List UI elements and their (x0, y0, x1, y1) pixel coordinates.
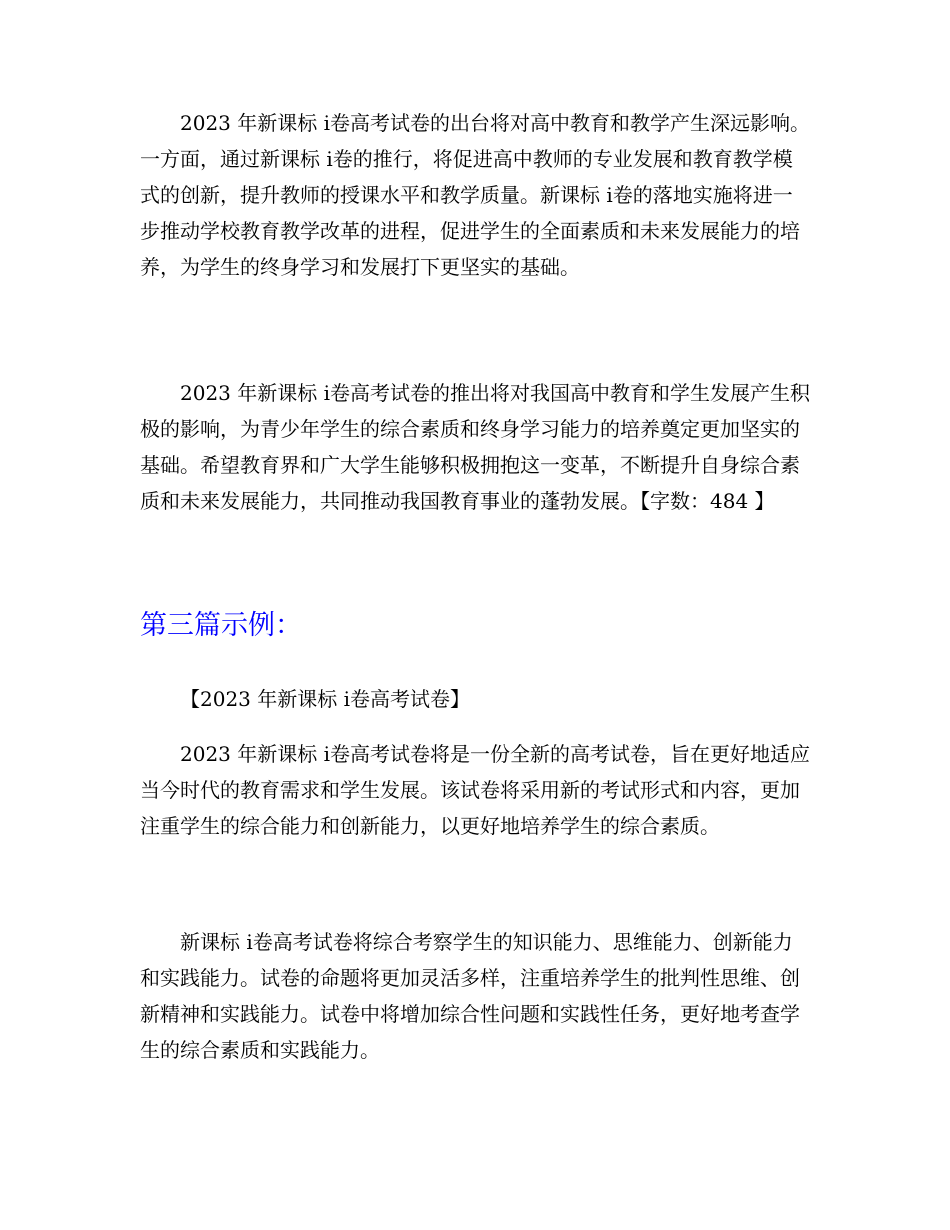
paragraph-1-block (140, 105, 810, 285)
paragraph-2-block (140, 375, 810, 519)
paragraph-2: 2023 年新课标 i卷高考试卷的推出将对我国高中教育和学生发展产生积极的影响，为青少年学生的综合素质和终身学习能力的培养奠定更加坚实的基础。希望教育界和广大学生能够积极拥抱这一变革，不断提升自身综合素质和未来发展能力，共同推动我国教育事业的蓬勃发展。【字数：484 】 (140, 381, 811, 513)
paragraph-3: 2023 年新课标 i卷高考试卷将是一份全新的高考试卷，旨在更好地适应当今时代的教育需求和学生发展。该试卷将采用新的考试形式和内容，更加注重学生的综合能力和创新能力，以更好地培养学生的综合素质。 (140, 742, 811, 838)
paragraph-3-block (140, 736, 810, 844)
section-subtitle: 【2023 年新课标 i卷高考试卷】 (180, 687, 471, 711)
paragraph-1: 2023 年新课标 i卷高考试卷的出台将对高中教育和教学产生深远影响。一方面，通过新课标 i卷的推行，将促进高中教师的专业发展和教育教学模式的创新，提升教师的授课水平和教学质量。新课标 i卷的落地实施将进一步推动学校教育教学改革的进程，促进学生的全面素质和未来发展能力的培养，为学生的终身学习和发展打下更坚实的基础。 (140, 111, 811, 279)
paragraph-4: 新课标 i卷高考试卷将综合考察学生的知识能力、思维能力、创新能力和实践能力。试卷的命题将更加灵活多样，注重培养学生的批判性思维、创新精神和实践能力。试卷中将增加综合性问题和实践性任务，更好地考查学生的综合素质和实践能力。 (140, 930, 800, 1062)
section-heading: 第三篇示例： (140, 610, 302, 641)
paragraph-4-block (140, 924, 810, 1068)
